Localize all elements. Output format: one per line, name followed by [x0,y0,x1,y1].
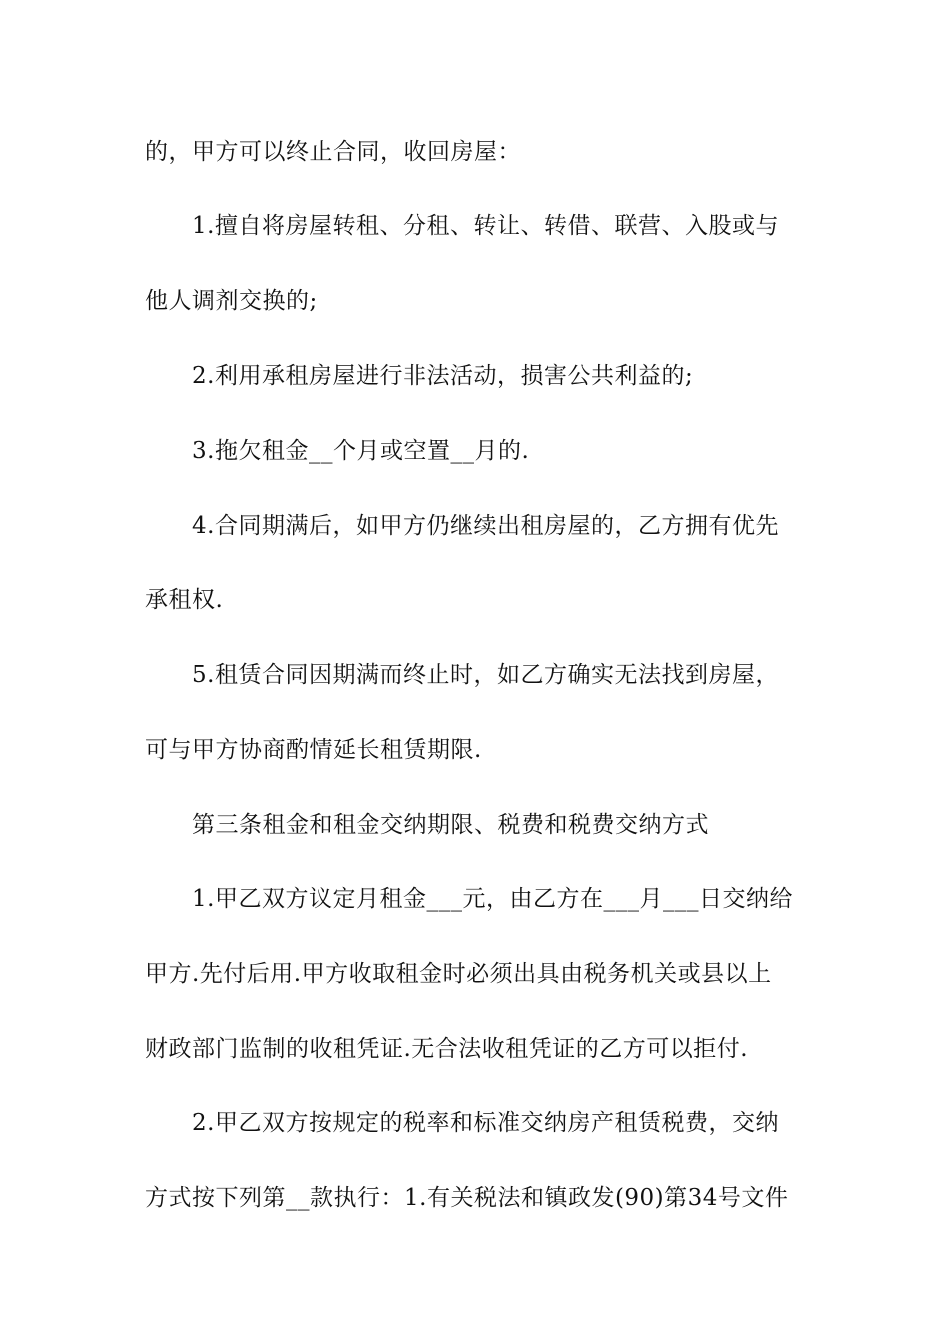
paragraph-line-5: 3.拖欠租金__个月或空置__月的. [192,438,530,464]
paragraph-line-12: 甲方.先付后用.甲方收取租金时必须出具由税务机关或县以上 [145,961,772,987]
paragraph-line-6: 4.合同期满后，如甲方仍继续出租房屋的，乙方拥有优先 [192,513,779,539]
paragraph-line-3: 他人调剂交换的; [145,288,318,314]
paragraph-line-11: 1.甲乙双方议定月租金___元，由乙方在___月___日交纳给 [192,886,793,912]
paragraph-line-13: 财政部门监制的收租凭证.无合法收租凭证的乙方可以拒付. [145,1036,749,1062]
paragraph-line-14: 2.甲乙双方按规定的税率和标准交纳房产租赁税费，交纳 [192,1110,779,1136]
paragraph-line-4: 2.利用承租房屋进行非法活动，损害公共利益的; [192,363,694,389]
paragraph-line-9: 可与甲方协商酌情延长租赁期限. [145,737,482,763]
paragraph-line-7: 承租权. [145,587,224,613]
section-heading: 第三条租金和租金交纳期限、税费和税费交纳方式 [192,812,709,838]
paragraph-line-1: 的，甲方可以终止合同，收回房屋： [145,139,521,165]
paragraph-line-8: 5.租赁合同因期满而终止时，如乙方确实无法找到房屋， [192,662,779,688]
paragraph-line-2: 1.擅自将房屋转租、分租、转让、转借、联营、入股或与 [192,213,779,239]
paragraph-line-15: 方式按下列第__款执行：1.有关税法和镇政发(90)第34号文件 [145,1185,789,1211]
